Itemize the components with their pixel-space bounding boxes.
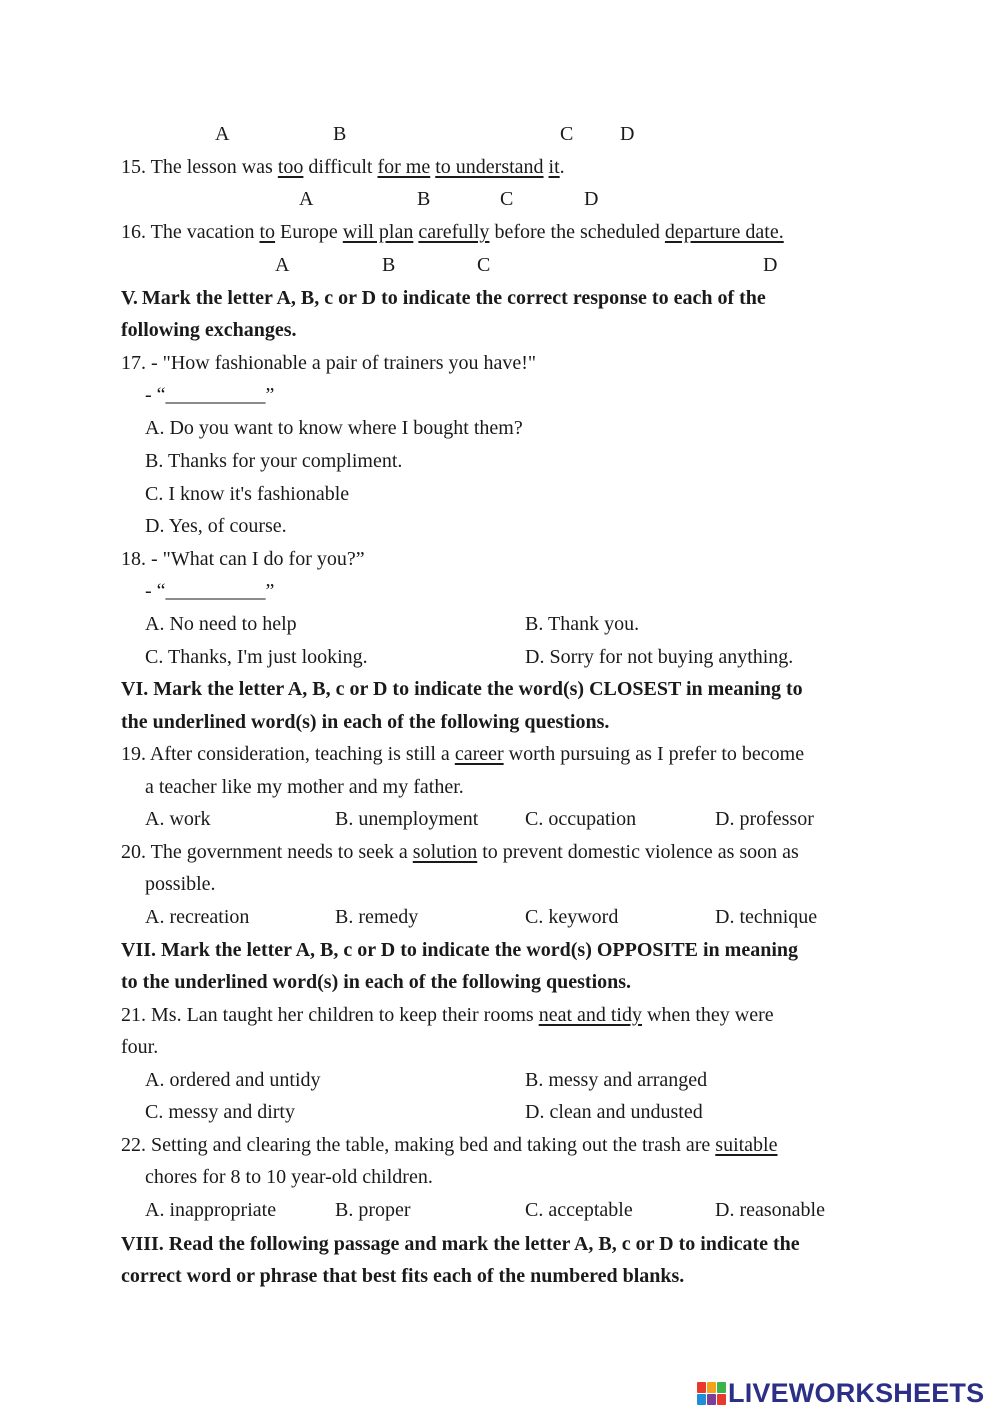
q15-underline-d: it [548, 156, 560, 178]
q17-answer-blank: - “__________” [145, 384, 275, 406]
q15-letter-b: B [417, 188, 431, 210]
question-16 [121, 220, 784, 244]
q14-letter-d: D [620, 123, 635, 145]
q20-option-c[interactable]: C. keyword [525, 906, 619, 928]
q22-option-a[interactable]: A. inappropriate [145, 1199, 277, 1221]
q17-option-a[interactable]: A. Do you want to know where I bought them? [145, 417, 523, 439]
q16-letter-d: D [763, 254, 778, 276]
q16-letter-a: A [275, 254, 290, 276]
logo-mark-icon [697, 1382, 726, 1405]
section-vi-heading: VI. Mark the letter A, B, c or D to indicate the word(s) CLOSEST in meaning to [121, 678, 803, 700]
q22-underlined-word: suitable [715, 1134, 778, 1156]
q19-text: 19. After consideration, teaching is still a [121, 743, 455, 765]
logo-square-icon [717, 1394, 726, 1405]
q20-text: to prevent domestic violence as soon as [477, 841, 799, 863]
q15-underline-a: too [277, 156, 304, 178]
q21-text: 21. Ms. Lan taught her children to keep their rooms [121, 1004, 539, 1026]
section-v-heading: V. Mark the letter A, B, c or D to indicate the correct response to each of the [121, 287, 766, 309]
q22-option-b[interactable]: B. proper [335, 1199, 411, 1221]
q15-text: 15. The lesson was [121, 156, 278, 178]
question-18: 18. - "What can I do for you?” [121, 548, 365, 570]
q21-underlined-word: neat and tidy [538, 1004, 642, 1026]
q16-underline-c: carefully [418, 221, 490, 243]
question-20-cont: possible. [145, 873, 216, 895]
q15-underline-c: to understand [435, 156, 544, 178]
q17-option-b[interactable]: B. Thanks for your compliment. [145, 450, 403, 472]
q15-letter-a: A [299, 188, 314, 210]
q14-letter-c: C [560, 123, 574, 145]
question-20 [121, 840, 799, 864]
q16-text: before the scheduled [489, 221, 665, 243]
q14-letter-b: B [333, 123, 347, 145]
logo-square-icon [697, 1394, 706, 1405]
logo-square-icon [707, 1394, 716, 1405]
q18-option-a[interactable]: A. No need to help [145, 613, 297, 635]
question-22-cont: chores for 8 to 10 year-old children. [145, 1166, 433, 1188]
q20-underlined-word: solution [412, 841, 478, 863]
q20-option-d[interactable]: D. technique [715, 906, 818, 928]
q19-option-a[interactable]: A. work [145, 808, 211, 830]
q18-option-d[interactable]: D. Sorry for not buying anything. [525, 646, 794, 668]
q14-letter-a: A [215, 123, 230, 145]
question-19-cont: a teacher like my mother and my father. [145, 776, 464, 798]
question-21 [121, 1003, 774, 1027]
q18-answer-blank: - “__________” [145, 580, 275, 602]
q16-letter-c: C [477, 254, 491, 276]
q22-option-d[interactable]: D. reasonable [715, 1199, 825, 1221]
question-15 [121, 155, 565, 179]
q20-text: 20. The government needs to seek a [121, 841, 413, 863]
section-vi-heading-cont: the underlined word(s) in each of the following questions. [121, 711, 610, 733]
q21-option-d[interactable]: D. clean and undusted [525, 1101, 703, 1123]
q18-option-b[interactable]: B. Thank you. [525, 613, 640, 635]
q20-option-b[interactable]: B. remedy [335, 906, 419, 928]
q16-letter-b: B [382, 254, 396, 276]
section-v-heading-cont: following exchanges. [121, 319, 297, 341]
q17-option-c[interactable]: C. I know it's fashionable [145, 483, 350, 505]
section-viii-heading-cont: correct word or phrase that best fits each of the numbered blanks. [121, 1265, 685, 1287]
question-22 [121, 1133, 778, 1157]
q16-text: Europe [275, 221, 343, 243]
q16-underline-b: will plan [342, 221, 414, 243]
q15-letter-c: C [500, 188, 514, 210]
q15-text: . [559, 156, 565, 178]
question-17: 17. - "How fashionable a pair of trainers you have!" [121, 352, 537, 374]
q18-option-c[interactable]: C. Thanks, I'm just looking. [145, 646, 368, 668]
q15-letter-d: D [584, 188, 599, 210]
q16-underline-d: departure date. [664, 221, 784, 243]
section-viii-heading: VIII. Read the following passage and mark the letter A, B, c or D to indicate the [121, 1233, 800, 1255]
q19-option-d[interactable]: D. professor [715, 808, 814, 830]
q19-underlined-word: career [454, 743, 504, 765]
section-vii-heading-cont: to the underlined word(s) in each of the following questions. [121, 971, 632, 993]
q16-underline-a: to [259, 221, 276, 243]
question-21-cont: four. [121, 1036, 159, 1058]
section-vii-heading: VII. Mark the letter A, B, c or D to indicate the word(s) OPPOSITE in meaning [121, 939, 799, 961]
q17-option-d[interactable]: D. Yes, of course. [145, 515, 287, 537]
q19-text: worth pursuing as I prefer to become [503, 743, 805, 765]
liveworksheets-logo[interactable] [697, 1378, 984, 1408]
q20-option-a[interactable]: A. recreation [145, 906, 250, 928]
logo-square-icon [697, 1382, 706, 1393]
logo-text: LIVEWORKSHEETS [728, 1377, 985, 1408]
q21-text: when they were [642, 1004, 774, 1026]
q21-option-b[interactable]: B. messy and arranged [525, 1069, 708, 1091]
q22-option-c[interactable]: C. acceptable [525, 1199, 633, 1221]
q19-option-c[interactable]: C. occupation [525, 808, 637, 830]
logo-square-icon [717, 1382, 726, 1393]
q15-text: difficult [303, 156, 378, 178]
q21-option-c[interactable]: C. messy and dirty [145, 1101, 295, 1123]
q15-underline-b: for me [377, 156, 431, 178]
question-19 [121, 742, 804, 766]
q16-text: 16. The vacation [121, 221, 260, 243]
q22-text: 22. Setting and clearing the table, making bed and taking out the trash are [121, 1134, 716, 1156]
logo-square-icon [707, 1382, 716, 1393]
q19-option-b[interactable]: B. unemployment [335, 808, 479, 830]
q21-option-a[interactable]: A. ordered and untidy [145, 1069, 321, 1091]
